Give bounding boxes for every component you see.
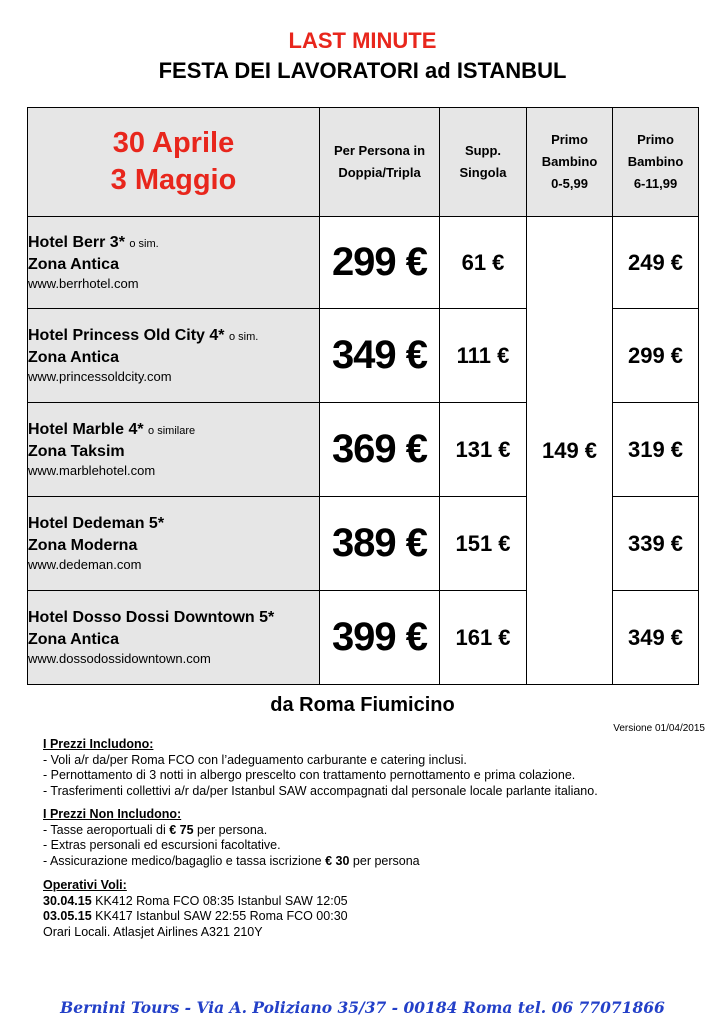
price-single-supplement: 131 € xyxy=(440,403,527,497)
hotel-url[interactable]: www.dedeman.com xyxy=(28,557,142,572)
hotel-name: Hotel Marble 4* xyxy=(28,421,144,438)
hotel-url[interactable]: www.dossodossidowntown.com xyxy=(28,651,211,666)
hotel-cell xyxy=(28,403,320,497)
price-double: 399 € xyxy=(320,591,440,685)
price-child: 349 € xyxy=(613,591,699,685)
hotel-zone: Zona Antica xyxy=(28,631,119,648)
hotel-zone: Zona Antica xyxy=(28,256,119,273)
hotel-cell xyxy=(28,497,320,591)
included-section xyxy=(43,737,703,799)
title-last-minute: LAST MINUTE xyxy=(288,28,437,53)
footer-contact: Bernini Tours - Via A. Poliziano 35/37 - 00184 Roma tel. 06 77071866 xyxy=(60,998,665,1017)
list-item: - Tasse aeroportuali di € 75 per persona. xyxy=(43,822,268,837)
col-child-header: Primo Bambino 6-11,99 xyxy=(613,108,699,217)
price-double: 349 € xyxy=(320,309,440,403)
price-child: 339 € xyxy=(613,497,699,591)
hotel-cell xyxy=(28,217,320,309)
excluded-section xyxy=(43,807,703,869)
version-label: Versione 01/04/2015 xyxy=(613,723,705,734)
price-single-supplement: 111 € xyxy=(440,309,527,403)
hotel-name: Hotel Dedeman 5* xyxy=(28,515,165,532)
departure-city: da Roma Fiumicino xyxy=(270,694,455,716)
col-infant-header: Primo Bambino 0-5,99 xyxy=(527,108,613,217)
hotel-name: Hotel Dosso Dossi Downtown 5* xyxy=(28,609,275,626)
date-header xyxy=(28,108,320,217)
flights-heading: Operativi Voli: xyxy=(43,878,127,892)
hotel-zone: Zona Moderna xyxy=(28,537,138,554)
price-single-supplement: 151 € xyxy=(440,497,527,591)
flight-return: 03.05.15 KK417 Istanbul SAW 22:55 Roma FCO 00:30 xyxy=(43,909,348,923)
tax-amount: € 75 xyxy=(169,822,194,837)
list-item: - Extras personali ed escursioni facoltative. xyxy=(43,838,281,852)
table-row xyxy=(28,217,699,309)
price-double: 389 € xyxy=(320,497,440,591)
hotel-url[interactable]: www.princessoldcity.com xyxy=(28,369,172,384)
col-price-header: Per Persona in Doppia/Tripla xyxy=(320,108,440,217)
hotel-url[interactable]: www.marblehotel.com xyxy=(28,463,156,478)
list-item: - Assicurazione medico/bagaglio e tassa iscrizione € 30 per persona xyxy=(43,853,420,868)
price-child: 249 € xyxy=(613,217,699,309)
hotel-name: Hotel Princess Old City 4* xyxy=(28,327,225,344)
price-double: 369 € xyxy=(320,403,440,497)
hotel-cell xyxy=(28,309,320,403)
price-child: 299 € xyxy=(613,309,699,403)
list-item: - Pernottamento di 3 notti in albergo prescelto con trattamento pernottamento e prima colazione. xyxy=(43,768,576,782)
hotel-name: Hotel Berr 3* xyxy=(28,234,125,251)
hotel-zone: Zona Taksim xyxy=(28,443,125,460)
price-single-supplement: 161 € xyxy=(440,591,527,685)
hotel-similar: o sim. xyxy=(228,331,259,343)
price-double: 299 € xyxy=(320,217,440,309)
title-event: FESTA DEI LAVORATORI ad ISTANBUL xyxy=(158,58,567,83)
hotel-similar: o similare xyxy=(148,425,196,437)
insurance-amount: € 30 xyxy=(325,853,350,868)
flights-note: Orari Locali. Atlasjet Airlines A321 210Y xyxy=(43,924,263,939)
hotel-similar: o sim. xyxy=(129,238,159,250)
hotel-cell xyxy=(28,591,320,685)
flight-outbound: 30.04.15 KK412 Roma FCO 08:35 Istanbul SAW 12:05 xyxy=(43,893,348,908)
price-child: 319 € xyxy=(613,403,699,497)
price-single-supplement: 61 € xyxy=(440,217,527,309)
col-supp-header: Supp. Singola xyxy=(440,108,527,217)
date-start: 30 Aprile xyxy=(112,127,235,159)
hotel-zone: Zona Antica xyxy=(28,349,119,366)
hotel-url[interactable]: www.berrhotel.com xyxy=(28,276,139,291)
price-infant: 149 € xyxy=(527,217,613,685)
flights-section xyxy=(43,878,703,940)
price-table xyxy=(27,107,699,685)
table-header-row xyxy=(28,108,699,217)
list-item: - Trasferimenti collettivi a/r da/per Istanbul SAW accompagnati dal personale locale parlante italiano. xyxy=(43,783,598,798)
included-heading: I Prezzi Includono: xyxy=(43,737,154,751)
date-end: 3 Maggio xyxy=(110,164,237,196)
excluded-heading: I Prezzi Non Includono: xyxy=(43,807,182,821)
list-item: - Voli a/r da/per Roma FCO con l’adeguamento carburante e catering inclusi. xyxy=(43,752,467,767)
